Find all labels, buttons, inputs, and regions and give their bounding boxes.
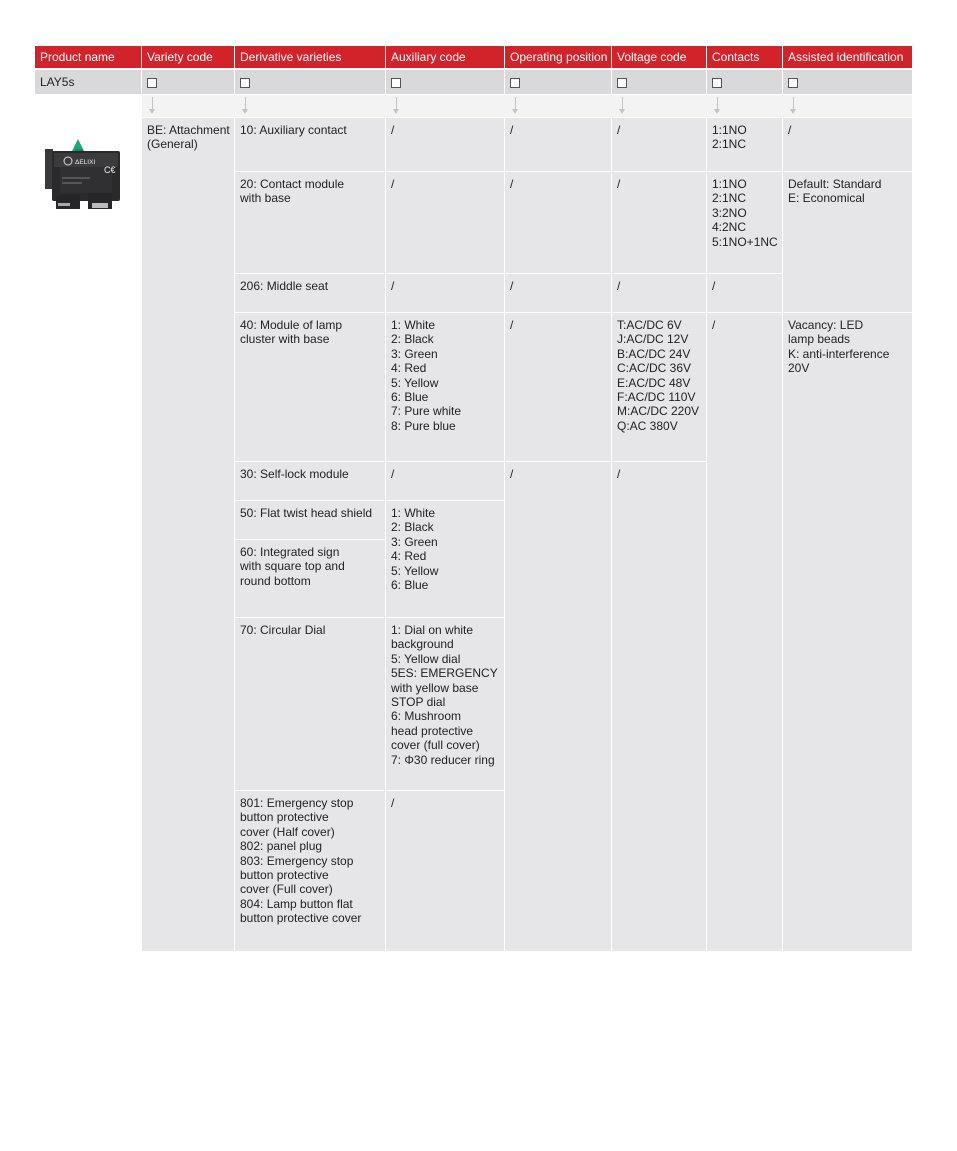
auxiliary-70: 1: Dial on white background 5: Yellow dial 5ES: EMERGENCY with yellow base STOP dial 6: Mushroom head protective cover (full cover) 7: Φ30 reducer ring [386,618,504,790]
arrow-down-icon [515,97,516,111]
variety-code-cell: BE: Attachment (General) [142,118,234,951]
header-assisted-identification: Assisted identification [783,46,912,68]
checkbox-cell [386,70,504,94]
assisted-20-206: Default: Standard E: Economical [783,172,912,312]
product-name: LAY5s [40,75,75,89]
arrow-down-icon [717,97,718,111]
operating-40: / [505,313,611,461]
arrow-down-icon [152,97,153,111]
arrow-down-icon [622,97,623,111]
derivative-70: 70: Circular Dial [235,618,385,790]
auxiliary-206: / [386,274,504,312]
header-operating-position: Operating position [505,46,611,68]
header-auxiliary-code: Auxiliary code [386,46,504,68]
auxiliary-40: 1: White 2: Black 3: Green 4: Red 5: Yellow 6: Blue 7: Pure white 8: Pure blue [386,313,504,461]
voltage-rest: / [612,462,706,951]
contacts-rest: / [707,313,782,951]
arrow-down-icon [396,97,397,111]
checkbox-icon [391,78,401,88]
derivative-20: 20: Contact module with base [235,172,385,273]
checkbox-icon [712,78,722,88]
derivative-50: 50: Flat twist head shield [235,501,385,539]
derivative-10: 10: Auxiliary contact [235,118,385,171]
checkbox-cell [612,70,706,94]
arrow-band [142,95,912,117]
checkbox-icon [788,78,798,88]
auxiliary-30: / [386,462,504,500]
product-image [42,137,122,213]
checkbox-cell [142,70,234,94]
auxiliary-10: / [386,118,504,171]
derivative-40: 40: Module of lamp cluster with base [235,313,385,461]
assisted-rest: Vacancy: LED lamp beads K: anti-interference 20V [783,313,912,951]
contacts-20: 1:1NO 2:1NC 3:2NO 4:2NC 5:1NO+1NC [707,172,782,273]
voltage-206: / [612,274,706,312]
operating-206: / [505,274,611,312]
contacts-206: / [707,274,782,312]
derivative-30: 30: Self-lock module [235,462,385,500]
header-voltage-code: Voltage code [612,46,706,68]
product-name-cell [35,70,141,94]
derivative-80x: 801: Emergency stop button protective cover (Half cover) 802: panel plug 803: Emergency stop button protective cover (Full cover) 804: Lamp button flat button protective cover [235,791,385,951]
operating-10: / [505,118,611,171]
checkbox-icon [617,78,627,88]
arrow-down-icon [793,97,794,111]
checkbox-cell [707,70,782,94]
header-product-name: Product name [35,46,141,68]
operating-20: / [505,172,611,273]
derivative-206: 206: Middle seat [235,274,385,312]
arrow-down-icon [245,97,246,111]
header-variety-code: Variety code [142,46,234,68]
contacts-10: 1:1NO 2:1NC [707,118,782,171]
header-derivative-varieties: Derivative varieties [235,46,385,68]
voltage-20: / [612,172,706,273]
auxiliary-80x: / [386,791,504,951]
product-image-label: ΔELIXI [75,159,96,166]
checkbox-cell [783,70,912,94]
auxiliary-20: / [386,172,504,273]
derivative-60: 60: Integrated sign with square top and round bottom [235,540,385,617]
svg-text:C€: C€ [104,165,116,175]
voltage-10: / [612,118,706,171]
auxiliary-50-60: 1: White 2: Black 3: Green 4: Red 5: Yellow 6: Blue [386,501,504,617]
operating-rest: / [505,462,611,951]
checkbox-icon [510,78,520,88]
checkbox-icon [240,78,250,88]
assisted-10: / [783,118,912,171]
checkbox-cell [235,70,385,94]
voltage-40: T:AC/DC 6V J:AC/DC 12V B:AC/DC 24V C:AC/DC 36V E:AC/DC 48V F:AC/DC 110V M:AC/DC 220V Q:AC 380V [612,313,706,461]
checkbox-cell [505,70,611,94]
header-contacts: Contacts [707,46,782,68]
checkbox-icon [147,78,157,88]
